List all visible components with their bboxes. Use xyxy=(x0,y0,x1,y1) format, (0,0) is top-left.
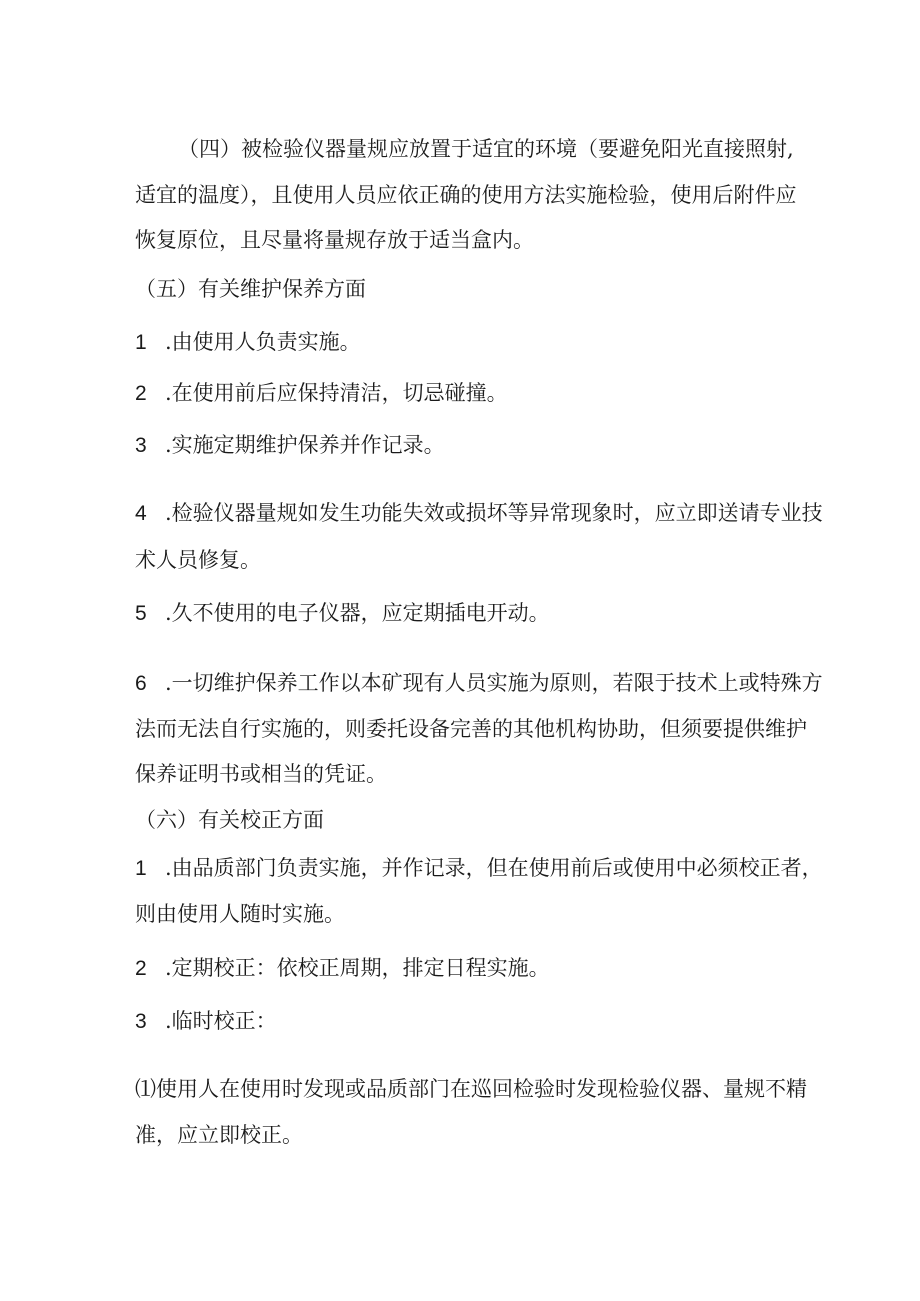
paragraph-4-line-3: 恢复原位，且尽量将量规存放于适当盒内。 xyxy=(135,228,534,252)
section-6-item-3 xyxy=(135,1008,277,1035)
section-6-item-2 xyxy=(135,955,550,982)
section-5-item-1 xyxy=(135,329,361,356)
section-5-item-4 xyxy=(135,500,823,527)
item-text: .在使用前后应保持清洁，切忌碰撞。 xyxy=(165,381,508,405)
section-5-heading: （五）有关维护保养方面 xyxy=(135,277,366,301)
section-5-item-6 xyxy=(135,670,823,697)
item-number: 2 xyxy=(135,382,147,405)
item-number: 4 xyxy=(135,502,147,525)
item-text: .实施定期维护保养并作记录。 xyxy=(165,433,445,457)
section-6-item-1 xyxy=(135,855,823,882)
item-number: 6 xyxy=(135,672,147,695)
section-6-sub-item-1: ⑴使用人在使用时发现或品质部门在巡回检验时发现检验仪器、量规不精 xyxy=(135,1077,807,1101)
section-5-item-6-continued-1: 法而无法自行实施的，则委托设备完善的其他机构协助，但须要提供维护 xyxy=(135,717,807,741)
item-number: 1 xyxy=(135,331,147,354)
section-5-item-3 xyxy=(135,432,445,459)
item-text: .检验仪器量规如发生功能失效或损坏等异常现象时，应立即送请专业技 xyxy=(165,501,823,525)
item-number: 3 xyxy=(135,434,147,457)
item-number: 5 xyxy=(135,602,147,625)
section-5-item-5 xyxy=(135,600,550,627)
item-number: 1 xyxy=(135,857,147,880)
paragraph-4-line-1: （四）被检验仪器量规应放置于适宜的环境（要避免阳光直接照射, xyxy=(178,137,794,161)
item-text: .定期校正：依校正周期，排定日程实施。 xyxy=(165,956,550,980)
item-text: .一切维护保养工作以本矿现有人员实施为原则，若限于技术上或特殊方 xyxy=(165,671,823,695)
item-text: .由使用人负责实施。 xyxy=(165,330,361,354)
section-6-sub-item-1-continued: 准，应立即校正。 xyxy=(135,1123,303,1147)
item-text: .临时校正： xyxy=(165,1009,277,1033)
item-text: .由品质部门负责实施，并作记录，但在使用前后或使用中必须校正者， xyxy=(165,856,823,880)
paragraph-4-line-2: 适宜的温度），且使用人员应依正确的使用方法实施检验，使用后附件应 xyxy=(135,183,797,207)
item-number: 3 xyxy=(135,1010,147,1033)
section-6-heading: （六）有关校正方面 xyxy=(135,808,324,832)
section-5-item-6-continued-2: 保养证明书或相当的凭证。 xyxy=(135,762,387,786)
section-5-item-4-continued: 术人员修复。 xyxy=(135,548,261,572)
section-5-item-2 xyxy=(135,380,508,407)
item-number: 2 xyxy=(135,957,147,980)
section-6-item-1-continued: 则由使用人随时实施。 xyxy=(135,902,345,926)
item-text: .久不使用的电子仪器，应定期插电开动。 xyxy=(165,601,550,625)
